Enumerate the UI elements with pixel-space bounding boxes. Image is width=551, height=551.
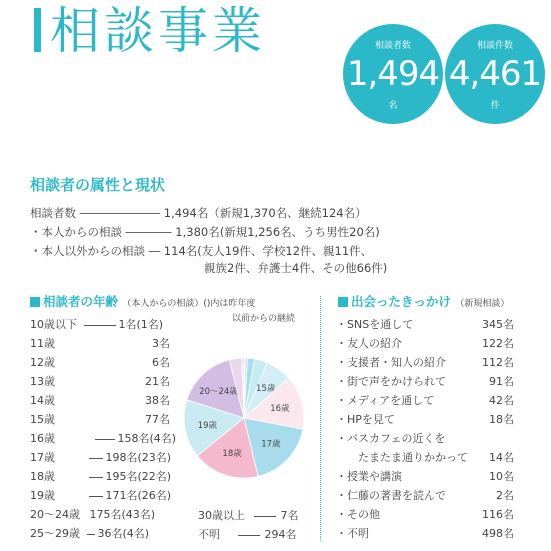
- pie-slice-label: 19歳: [197, 420, 218, 431]
- trigger-label: ・SNSを通して: [336, 318, 414, 331]
- square-bullet-icon: [338, 297, 348, 307]
- age-value: 21名: [145, 375, 170, 388]
- trigger-value: 345名: [482, 318, 514, 331]
- age-row: [30, 316, 163, 334]
- attributes-line: ・本人からの相談 ―――― 1,380名(新規1,256名、うち男性20名): [30, 225, 380, 239]
- trigger-value: 91名: [489, 375, 514, 388]
- age-value: 1名(1名): [118, 318, 164, 331]
- trigger-label: たまたま通りかかって: [358, 451, 468, 464]
- triggers-list: [336, 316, 516, 546]
- leader-line: [238, 535, 260, 536]
- age-row: [30, 373, 170, 391]
- pie-slice-label: 20～24歳: [199, 386, 238, 397]
- trigger-value: 10名: [489, 470, 514, 483]
- age-label: 30歳以上: [198, 509, 245, 522]
- trigger-label: ・その他: [336, 508, 380, 521]
- age-label: 10歳以下: [30, 318, 77, 331]
- stat-value: 1,494: [346, 54, 440, 94]
- stat-label: 相談件数: [476, 41, 513, 51]
- square-bullet-icon: [30, 297, 40, 307]
- age-row: [30, 335, 170, 353]
- trigger-value: 42名: [489, 394, 514, 407]
- attributes-line: 親族2件、弁護士4件、その他66件): [204, 261, 388, 275]
- trigger-row: [336, 430, 514, 448]
- age-row: [30, 506, 155, 524]
- age-value: 171名(26名): [105, 489, 172, 502]
- trigger-value: 122名: [482, 337, 514, 350]
- pie-slice-label: 16歳: [270, 404, 290, 415]
- leader-line: [89, 458, 103, 459]
- trigger-label: ・バスカフェの近くを: [336, 432, 446, 445]
- trigger-row: [336, 449, 514, 467]
- trigger-value: 18名: [489, 413, 514, 426]
- trigger-row: [336, 525, 514, 543]
- age-row: [30, 430, 176, 448]
- triggers-heading: [338, 292, 509, 310]
- age-label: 不明: [198, 528, 220, 541]
- age-heading-text: 相談者の年齢: [43, 294, 119, 309]
- age-label: 16歳: [30, 432, 55, 445]
- age-pie-chart: [170, 342, 320, 502]
- age-value: 6名: [152, 356, 170, 369]
- age-row: [30, 468, 171, 486]
- age-value: 7名: [280, 509, 299, 522]
- age-value: 3名: [152, 337, 170, 350]
- trigger-label: ・支援者・知人の紹介: [336, 356, 446, 369]
- attributes-heading: 相談者の属性と現状: [30, 176, 166, 194]
- trigger-label: ・授業や講演: [336, 470, 402, 483]
- trigger-value: 14名: [489, 451, 514, 464]
- age-label: 18歳: [30, 470, 55, 483]
- age-heading: [30, 292, 255, 310]
- leader-line: [254, 516, 276, 517]
- leader-line: [95, 439, 115, 440]
- consultations-count-badge: [445, 24, 545, 124]
- age-value: 38名: [145, 394, 170, 407]
- trigger-row: [336, 354, 514, 372]
- stat-value: 4,461: [448, 54, 542, 94]
- trigger-row: [336, 487, 514, 505]
- age-extra-row: [198, 526, 297, 544]
- trigger-label: ・街で声をかけられて: [336, 375, 446, 388]
- attributes-line: 相談者数 ――――――― 1,494名（新規1,370名、継続124名）: [30, 206, 367, 220]
- age-note-continued: 以前からの継続: [232, 314, 296, 324]
- trigger-label: ・HPを見て: [336, 413, 395, 426]
- pie-slice-label: 15歳: [256, 383, 276, 394]
- trigger-value: 112名: [482, 356, 514, 369]
- trigger-row: [336, 335, 514, 353]
- age-row: [30, 392, 170, 410]
- trigger-row: [336, 316, 514, 334]
- trigger-value: 498名: [482, 527, 514, 540]
- age-label: 25～29歳: [30, 527, 80, 540]
- leader-line: [89, 496, 103, 497]
- leader-line: [84, 325, 116, 326]
- page-title: 相談事業: [50, 2, 266, 60]
- pie-slice-label: 17歳: [261, 439, 281, 450]
- age-value: 36名(4名): [97, 527, 150, 540]
- triggers-note: （新規相談）: [455, 299, 510, 309]
- triggers-heading-text: 出会ったきっかけ: [351, 294, 452, 309]
- age-label: 19歳: [30, 489, 55, 502]
- trigger-label: ・不明: [336, 527, 369, 540]
- title-accent-bar: [34, 8, 41, 52]
- age-value: 195名(22名): [105, 470, 172, 483]
- attributes-line: ・本人以外からの相談 ― 114名(友人19件、学校12件、親11件、: [30, 244, 373, 258]
- age-label: 14歳: [30, 394, 55, 407]
- stat-unit: 名: [388, 101, 398, 111]
- trigger-row: [336, 373, 514, 391]
- age-value: 175名(43名): [89, 508, 156, 521]
- leader-line: [89, 477, 103, 478]
- trigger-label: ・友人の紹介: [336, 337, 402, 350]
- trigger-value: 2名: [496, 489, 514, 502]
- age-label: 11歳: [30, 337, 55, 350]
- stat-label: 相談者数: [374, 41, 411, 51]
- trigger-row: [336, 392, 514, 410]
- age-note: （本人からの相談）()内は昨年度: [122, 299, 256, 309]
- leader-line: [87, 534, 95, 535]
- age-label: 15歳: [30, 413, 55, 426]
- age-label: 13歳: [30, 375, 55, 388]
- trigger-row: [336, 506, 514, 524]
- pie-slice-label: 18歳: [222, 449, 242, 460]
- stat-unit: 件: [490, 101, 500, 111]
- trigger-label: ・仁藤の著書を読んで: [336, 489, 446, 502]
- age-row: [30, 449, 171, 467]
- section-divider: [320, 296, 321, 541]
- age-row: [30, 487, 171, 505]
- age-label: 17歳: [30, 451, 55, 464]
- age-row: [30, 525, 149, 543]
- age-value: 77名: [145, 413, 170, 426]
- age-label: 20～24歳: [30, 508, 80, 521]
- age-row: [30, 411, 170, 429]
- age-row: [30, 354, 170, 372]
- trigger-row: [336, 411, 514, 429]
- age-extra-row: [198, 507, 299, 525]
- age-value: 198名(23名): [105, 451, 172, 464]
- age-value: 294名: [264, 528, 297, 541]
- trigger-row: [336, 468, 514, 486]
- trigger-value: 116名: [482, 508, 514, 521]
- consultants-count-badge: [343, 24, 443, 124]
- age-label: 12歳: [30, 356, 55, 369]
- trigger-label: ・メディアを通して: [336, 394, 435, 407]
- age-value: 158名(4名): [117, 432, 177, 445]
